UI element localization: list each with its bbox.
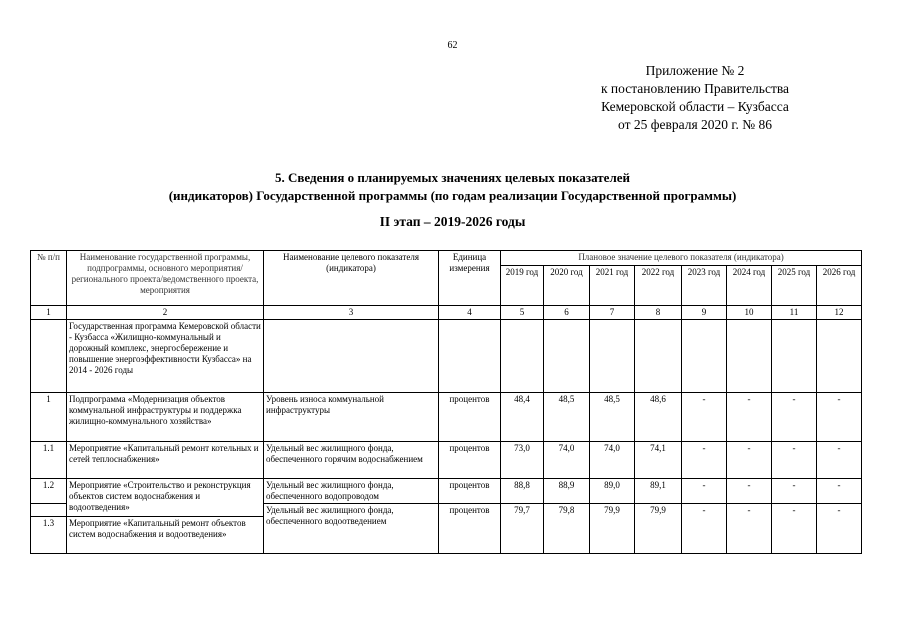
row-value <box>544 320 590 393</box>
row-value: 79,7 <box>501 504 544 554</box>
header-year: 2019 год <box>501 266 544 306</box>
row-value: - <box>817 393 862 442</box>
header-indicator: Наименование целевого показателя (индикатора) <box>264 251 439 306</box>
table-row <box>31 320 862 393</box>
column-number: 5 <box>501 306 544 320</box>
table-row <box>31 479 862 504</box>
row-value: 88,9 <box>544 479 590 504</box>
row-value <box>772 320 817 393</box>
column-number: 12 <box>817 306 862 320</box>
row-value: - <box>727 504 772 554</box>
row-value <box>635 320 682 393</box>
appendix-line-4: от 25 февраля 2020 г. № 86 <box>618 117 772 132</box>
row-value: 89,1 <box>635 479 682 504</box>
row-num <box>31 320 67 393</box>
column-number: 8 <box>635 306 682 320</box>
row-value: - <box>727 393 772 442</box>
row-value: - <box>817 504 862 554</box>
row-value: 74,1 <box>635 442 682 479</box>
page-number: 62 <box>447 40 458 51</box>
row-value: 79,8 <box>544 504 590 554</box>
header-name: Наименование государственной программы, подпрограммы, основного мероприятия/регионального проекта/ведомственного проекта, мероприятия <box>67 251 264 306</box>
row-num: 1.2 <box>31 479 67 504</box>
row-value: - <box>682 442 727 479</box>
row-num <box>31 504 67 517</box>
column-number: 9 <box>682 306 727 320</box>
row-value <box>817 320 862 393</box>
appendix-line-1: Приложение № 2 <box>645 63 745 78</box>
column-number: 2 <box>67 306 264 320</box>
row-value: 48,4 <box>501 393 544 442</box>
appendix-block <box>560 62 830 134</box>
row-unit: процентов <box>439 442 501 479</box>
row-value <box>727 320 772 393</box>
column-number: 1 <box>31 306 67 320</box>
row-value: - <box>772 393 817 442</box>
row-value: - <box>682 479 727 504</box>
row-value: 48,5 <box>590 393 635 442</box>
row-value <box>682 320 727 393</box>
column-number: 7 <box>590 306 635 320</box>
column-number: 4 <box>439 306 501 320</box>
header-year: 2021 год <box>590 266 635 306</box>
stage-title: II этап – 2019-2026 годы <box>379 214 526 229</box>
header-year: 2023 год <box>682 266 727 306</box>
row-value: - <box>727 479 772 504</box>
row-name: Мероприятие «Строительство и реконструкция объектов систем водоснабжения и водоотведения» <box>67 479 264 517</box>
row-value: - <box>772 504 817 554</box>
row-name: Государственная программа Кемеровской области - Кузбасса «Жилищно-коммунальный и дорожный комплекс, энергосбережение и повышение энергоэффективности Кузбасса» на 2014 - 2026 годы <box>67 320 264 393</box>
row-value: - <box>817 442 862 479</box>
row-value: - <box>727 442 772 479</box>
row-num: 1.1 <box>31 442 67 479</box>
row-name: Подпрограмма «Модернизация объектов коммунальной инфраструктуры и поддержка жилищно-коммунального хозяйства» <box>67 393 264 442</box>
row-value: - <box>682 504 727 554</box>
row-num: 1.3 <box>31 517 67 554</box>
row-value: 88,8 <box>501 479 544 504</box>
row-indicator: Уровень износа коммунальной инфраструктуры <box>264 393 439 442</box>
row-value: - <box>682 393 727 442</box>
row-value <box>501 320 544 393</box>
row-indicator: Удельный вес жилищного фонда, обеспеченного водоотведением <box>264 504 439 554</box>
row-indicator: Удельный вес жилищного фонда, обеспеченного водопроводом <box>264 479 439 504</box>
row-value: 74,0 <box>544 442 590 479</box>
table-row <box>31 442 862 479</box>
header-planned: Плановое значение целевого показателя (индикатора) <box>501 251 862 266</box>
row-value: - <box>772 442 817 479</box>
row-value: 48,6 <box>635 393 682 442</box>
row-value: - <box>817 479 862 504</box>
header-unit: Единица измерения <box>439 251 501 306</box>
appendix-line-3: Кемеровской области – Кузбасса <box>601 99 789 114</box>
row-value: - <box>772 479 817 504</box>
header-year: 2026 год <box>817 266 862 306</box>
column-number: 3 <box>264 306 439 320</box>
document-heading <box>0 169 905 205</box>
header-year: 2025 год <box>772 266 817 306</box>
header-year: 2022 год <box>635 266 682 306</box>
row-value: 73,0 <box>501 442 544 479</box>
row-unit: процентов <box>439 504 501 554</box>
row-value: 79,9 <box>635 504 682 554</box>
row-value: 74,0 <box>590 442 635 479</box>
row-value: 89,0 <box>590 479 635 504</box>
row-value: 79,9 <box>590 504 635 554</box>
row-unit: процентов <box>439 393 501 442</box>
column-number: 11 <box>772 306 817 320</box>
heading-line-1: 5. Сведения о планируемых значениях целевых показателей <box>275 170 630 185</box>
row-name: Мероприятие «Капитальный ремонт объектов систем водоснабжения и водоотведения» <box>67 517 264 554</box>
column-number: 6 <box>544 306 590 320</box>
row-indicator <box>264 320 439 393</box>
heading-line-2: (индикаторов) Государственной программы (по годам реализации Государственной программы) <box>168 188 737 203</box>
header-year: 2024 год <box>727 266 772 306</box>
row-unit <box>439 320 501 393</box>
row-indicator: Удельный вес жилищного фонда, обеспеченного горячим водоснабжением <box>264 442 439 479</box>
indicators-table <box>30 250 862 554</box>
row-num: 1 <box>31 393 67 442</box>
row-unit: процентов <box>439 479 501 504</box>
table-row <box>31 393 862 442</box>
appendix-line-2: к постановлению Правительства <box>600 81 790 96</box>
header-year: 2020 год <box>544 266 590 306</box>
column-number: 10 <box>727 306 772 320</box>
row-value <box>590 320 635 393</box>
row-value: 48,5 <box>544 393 590 442</box>
column-number-row <box>31 306 862 320</box>
header-num: № п/п <box>31 251 67 306</box>
row-name: Мероприятие «Капитальный ремонт котельных и сетей теплоснабжения» <box>67 442 264 479</box>
